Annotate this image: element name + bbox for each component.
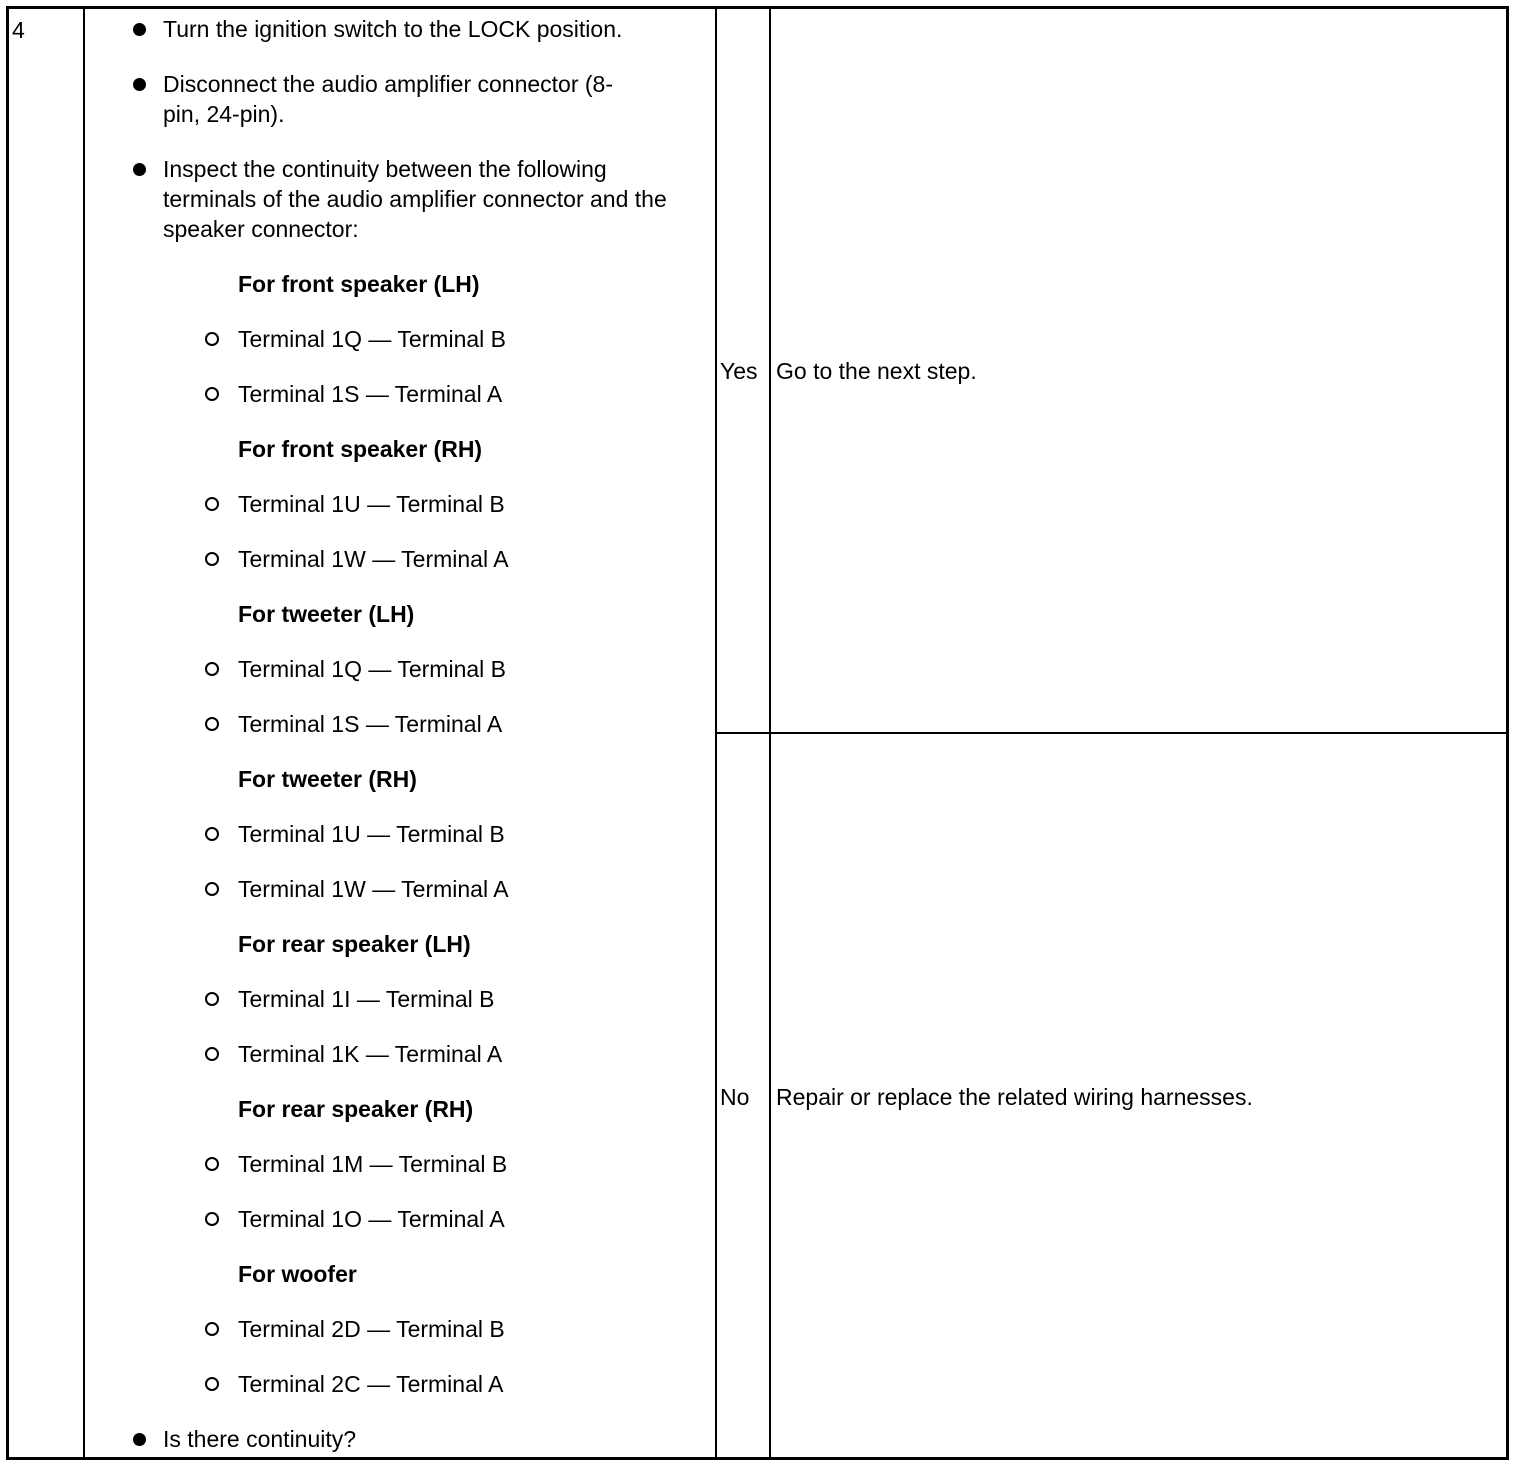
group-heading: For front speaker (LH) [238, 271, 480, 297]
column-divider-step [83, 9, 85, 1457]
terminal-pair: Terminal 1S — Terminal A [238, 381, 503, 407]
bullet-icon [133, 78, 146, 91]
circle-bullet-icon [205, 497, 219, 511]
terminal-pair: Terminal 1Q — Terminal B [238, 326, 506, 352]
circle-bullet-icon [205, 552, 219, 566]
group-heading: For front speaker (RH) [238, 436, 483, 462]
circle-bullet-icon [205, 1212, 219, 1226]
terminal-pair: Terminal 1K — Terminal A [238, 1041, 503, 1067]
group-heading: For rear speaker (LH) [238, 931, 471, 957]
circle-bullet-icon [205, 1322, 219, 1336]
terminal-pair: Terminal 1W — Terminal A [238, 876, 509, 902]
procedure-step: Inspect the continuity between the following terminals of the audio amplifier connector and the speaker connector: [163, 156, 667, 242]
circle-bullet-icon [205, 332, 219, 346]
circle-bullet-icon [205, 882, 219, 896]
bullet-icon [133, 1433, 146, 1446]
result-no-action: Repair or replace the related wiring harnesses. [776, 1084, 1253, 1110]
result-yes-action: Go to the next step. [776, 358, 977, 384]
circle-bullet-icon [205, 827, 219, 841]
terminal-pair: Terminal 1Q — Terminal B [238, 656, 506, 682]
terminal-pair: Terminal 1W — Terminal A [238, 546, 509, 572]
result-no-label: No [720, 1084, 750, 1110]
terminal-pair: Terminal 1U — Terminal B [238, 491, 505, 517]
procedure-step: Turn the ignition switch to the LOCK position. [163, 16, 623, 42]
circle-bullet-icon [205, 992, 219, 1006]
procedure-step: Disconnect the audio amplifier connector (8-pin, 24-pin). [163, 71, 614, 127]
group-heading: For tweeter (RH) [238, 766, 417, 792]
circle-bullet-icon [205, 1377, 219, 1391]
terminal-pair: Terminal 2C — Terminal A [238, 1371, 504, 1397]
terminal-pair: Terminal 1O — Terminal A [238, 1206, 505, 1232]
group-heading: For rear speaker (RH) [238, 1096, 474, 1122]
row-divider-yes-no [715, 732, 1506, 734]
terminal-pair: Terminal 1S — Terminal A [238, 711, 503, 737]
circle-bullet-icon [205, 662, 219, 676]
bullet-icon [133, 23, 146, 36]
circle-bullet-icon [205, 717, 219, 731]
procedure-question: Is there continuity? [163, 1426, 357, 1452]
step-number: 4 [12, 17, 25, 43]
terminal-pair: Terminal 1U — Terminal B [238, 821, 505, 847]
circle-bullet-icon [205, 1047, 219, 1061]
result-yes-label: Yes [720, 358, 758, 384]
bullet-icon [133, 163, 146, 176]
circle-bullet-icon [205, 387, 219, 401]
terminal-pair: Terminal 2D — Terminal B [238, 1316, 505, 1342]
terminal-pair: Terminal 1I — Terminal B [238, 986, 495, 1012]
group-heading: For woofer [238, 1261, 357, 1287]
group-heading: For tweeter (LH) [238, 601, 415, 627]
circle-bullet-icon [205, 1157, 219, 1171]
terminal-pair: Terminal 1M — Terminal B [238, 1151, 508, 1177]
